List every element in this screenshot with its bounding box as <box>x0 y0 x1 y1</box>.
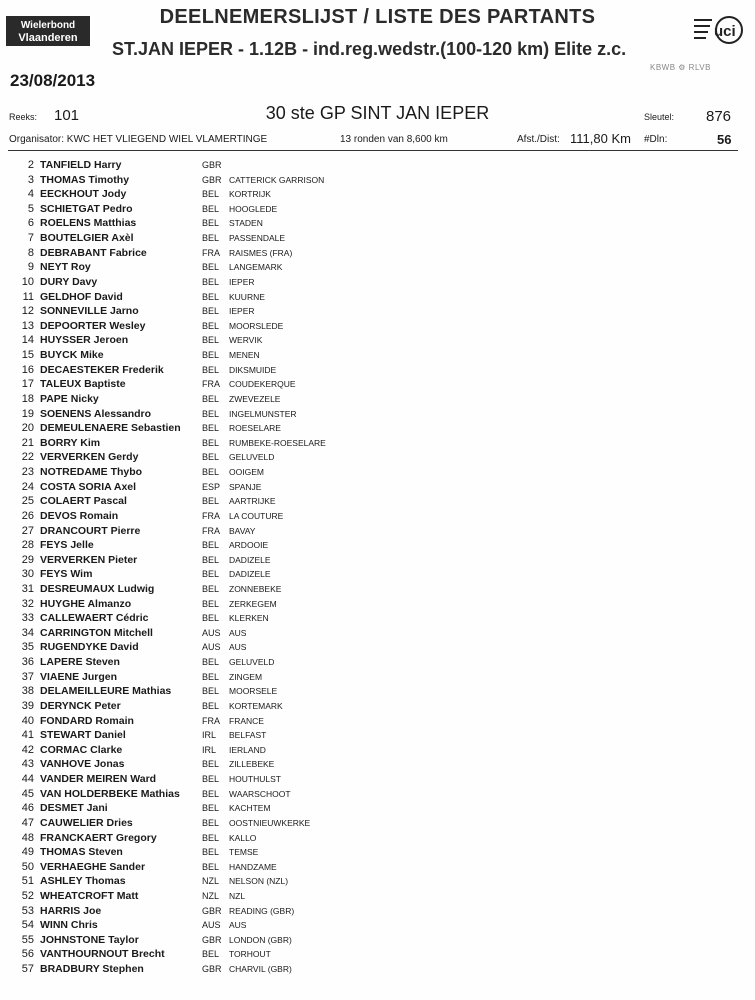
rider-city: DADIZELE <box>229 554 271 565</box>
sleutel-label: Sleutel: <box>644 112 675 122</box>
rider-number: 35 <box>21 641 34 654</box>
rider-nationality: ESP <box>202 481 221 492</box>
rider-number: 33 <box>21 612 34 625</box>
rider-city: BELFAST <box>229 730 267 741</box>
rider-nationality: BEL <box>202 583 220 594</box>
rider-city: MOORSLEDE <box>229 320 284 331</box>
rider-nationality: BEL <box>202 686 220 697</box>
rider-nationality: BEL <box>202 203 220 214</box>
rider-nationality: BEL <box>202 408 220 419</box>
rider-row <box>0 509 755 524</box>
rider-number: 41 <box>21 729 34 742</box>
rider-nationality: BEL <box>202 437 220 448</box>
rider-name: CALLEWAERT Cédric <box>40 612 149 625</box>
rider-city: RAISMES (FRA) <box>229 247 293 258</box>
date: 23/08/2013 <box>10 71 96 90</box>
rider-row <box>0 626 755 641</box>
distance-value: 111,80 Km <box>570 131 631 146</box>
participants-label: #Dln: <box>644 134 668 145</box>
rider-nationality: BEL <box>202 320 220 331</box>
rider-city: GELUVELD <box>229 657 275 668</box>
rider-nationality: BEL <box>202 189 220 200</box>
rider-city: ROESELARE <box>229 423 281 434</box>
rider-name: ROELENS Matthias <box>40 217 137 230</box>
rider-name: BUYCK Mike <box>40 349 104 362</box>
rider-name: VERVERKEN Pieter <box>40 553 138 566</box>
rider-name: PAPE Nicky <box>40 392 99 405</box>
rider-name: EECKHOUT Jody <box>40 188 127 201</box>
rider-city: KORTEMARK <box>229 700 283 711</box>
rider-number: 28 <box>21 539 34 552</box>
rider-nationality: BEL <box>202 613 220 624</box>
rider-number: 57 <box>21 963 34 976</box>
rider-name: SCHIETGAT Pedro <box>40 202 133 215</box>
rider-nationality: AUS <box>202 642 221 653</box>
rider-name: DERYNCK Peter <box>40 699 121 712</box>
rider-row <box>0 801 755 816</box>
rider-city: LANGEMARK <box>229 262 283 273</box>
rider-name: VANDER MEIREN Ward <box>40 773 157 786</box>
rider-name: TALEUX Baptiste <box>40 378 126 391</box>
rider-number: 19 <box>21 407 34 420</box>
rider-number: 9 <box>27 261 34 274</box>
rider-number: 17 <box>21 378 34 391</box>
rider-row <box>0 831 755 846</box>
rider-row <box>0 216 755 231</box>
rider-number: 10 <box>21 275 34 288</box>
rider-number: 15 <box>21 349 34 362</box>
rider-number: 39 <box>21 699 34 712</box>
rider-city: DIKSMUIDE <box>229 364 277 375</box>
rider-number: 29 <box>21 553 34 566</box>
rider-name: DEMEULENAERE Sebastien <box>40 422 181 435</box>
rider-city: ZERKEGEM <box>229 598 277 609</box>
rider-row <box>0 377 755 392</box>
rider-row <box>0 670 755 685</box>
rider-city: FRANCE <box>229 715 264 726</box>
rider-city: AARTRIJKE <box>229 496 276 507</box>
rider-number: 56 <box>21 948 34 961</box>
rider-number: 18 <box>21 392 34 405</box>
rider-nationality: BEL <box>202 671 220 682</box>
rider-row <box>0 655 755 670</box>
rider-name: GELDHOF David <box>40 290 123 303</box>
rider-city: COUDEKERQUE <box>229 379 296 390</box>
rider-city: WAARSCHOOT <box>229 788 291 799</box>
rider-city: AUS <box>229 627 247 638</box>
svg-text:Wielerbond: Wielerbond <box>20 20 76 31</box>
rider-nationality: AUS <box>202 920 221 931</box>
rider-city: LA COUTURE <box>229 510 284 521</box>
rider-city: TORHOUT <box>229 949 271 960</box>
rider-nationality: GBR <box>202 160 222 170</box>
reeks-label: Reeks: <box>9 112 38 122</box>
rider-row <box>0 640 755 655</box>
rider-nationality: FRA <box>202 510 220 521</box>
rider-nationality: NZL <box>202 876 220 887</box>
divider <box>8 150 738 151</box>
rider-city: IEPER <box>229 276 255 287</box>
rider-name: BOUTELGIER Axèl <box>40 232 134 245</box>
rider-city: KORTRIJK <box>229 189 271 200</box>
rider-nationality: FRA <box>202 715 220 726</box>
rider-nationality: BEL <box>202 276 220 287</box>
rider-name: FONDARD Romain <box>40 714 134 727</box>
rider-nationality: BEL <box>202 774 220 785</box>
rider-row <box>0 816 755 831</box>
rider-name: CARRINGTON Mitchell <box>40 626 153 639</box>
rider-row <box>0 553 755 568</box>
rider-row <box>0 918 755 933</box>
rider-name: WHEATCROFT Matt <box>40 890 139 902</box>
rider-number: 11 <box>22 290 34 303</box>
rider-name: DEPOORTER Wesley <box>40 319 146 332</box>
rider-number: 20 <box>21 422 34 435</box>
rider-name: CORMAC Clarke <box>40 743 123 756</box>
rider-name: VANTHOURNOUT Brecht <box>40 948 165 961</box>
rider-nationality: BEL <box>202 335 220 346</box>
rider-city: ZILLEBEKE <box>229 759 275 770</box>
rider-nationality: BEL <box>202 847 220 858</box>
rider-city: IERLAND <box>229 744 266 755</box>
stamp: KBWB ⚙ RLVB <box>650 63 711 72</box>
rider-name: NEYT Roy <box>40 261 91 274</box>
rider-name: SONNEVILLE Jarno <box>40 305 139 318</box>
rider-number: 52 <box>21 890 34 902</box>
rider-row <box>0 597 755 612</box>
rider-row <box>0 728 755 743</box>
rider-row <box>0 202 755 217</box>
rider-number: 54 <box>21 919 34 932</box>
rider-row <box>0 947 755 962</box>
rider-city: HOUTHULST <box>229 774 281 785</box>
race-name: 30 ste GP SINT JAN IEPER <box>265 103 490 123</box>
rider-name: DELAMEILLEURE Mathias <box>40 685 172 698</box>
rider-name: DESMET Jani <box>40 802 108 815</box>
rider-city: ZWEVEZELE <box>229 393 281 404</box>
rider-number: 42 <box>21 743 34 756</box>
rider-name: HUYGHE Almanzo <box>40 597 132 610</box>
rider-city: AUS <box>229 642 247 653</box>
rider-nationality: FRA <box>202 525 220 536</box>
rider-number: 50 <box>21 860 34 873</box>
rider-name: VERHAEGHE Sander <box>40 860 146 873</box>
rider-city: STADEN <box>229 218 263 229</box>
rider-nationality: BEL <box>202 262 220 273</box>
rider-city: WERVIK <box>229 335 263 346</box>
rider-nationality: GBR <box>202 905 222 916</box>
rider-name: JOHNSTONE Taylor <box>40 933 139 946</box>
rider-name: VERVERKEN Gerdy <box>40 451 139 464</box>
rider-nationality: BEL <box>202 218 220 229</box>
rider-city: MENEN <box>229 350 260 361</box>
rider-city: IEPER <box>229 306 255 317</box>
participants-value: 56 <box>717 132 732 147</box>
rider-nationality: BEL <box>202 949 220 960</box>
rider-row <box>0 699 755 714</box>
rider-city: ZONNEBEKE <box>229 583 282 594</box>
rider-city: TEMSE <box>229 847 259 858</box>
rider-name: COSTA SORIA Axel <box>40 480 137 493</box>
rider-city: NELSON (NZL) <box>229 876 289 887</box>
rider-number: 38 <box>21 685 34 698</box>
rider-name: WINN Chris <box>40 919 98 932</box>
rider-row <box>0 450 755 465</box>
organisator: Organisator: KWC HET VLIEGEND WIEL VLAMERTINGE <box>9 134 268 145</box>
rider-row <box>0 845 755 860</box>
rider-nationality: BEL <box>202 393 220 404</box>
rider-name: DRANCOURT Pierre <box>40 524 141 537</box>
rider-row <box>0 494 755 509</box>
rider-nationality: BEL <box>202 496 220 507</box>
rider-row <box>0 363 755 378</box>
rider-nationality: GBR <box>202 934 222 945</box>
rider-row <box>0 392 755 407</box>
rider-city: PASSENDALE <box>229 233 286 244</box>
rider-nationality: BEL <box>202 569 220 580</box>
rider-row <box>0 304 755 319</box>
rider-row <box>0 860 755 875</box>
rider-row <box>0 333 755 348</box>
rider-row <box>0 889 755 904</box>
rider-number: 31 <box>21 582 34 595</box>
rider-number: 27 <box>21 524 34 537</box>
rider-number: 53 <box>21 904 34 917</box>
rider-number: 46 <box>21 802 34 815</box>
rider-number: 12 <box>21 305 34 318</box>
rider-row <box>0 743 755 758</box>
rider-number: 16 <box>21 363 34 376</box>
rider-name: THOMAS Timothy <box>40 173 130 186</box>
uci-logo <box>690 14 750 46</box>
rider-row <box>0 158 755 173</box>
rider-row <box>0 187 755 202</box>
rider-row <box>0 436 755 451</box>
rider-row <box>0 260 755 275</box>
rider-city: AUS <box>229 920 247 931</box>
rider-nationality: BEL <box>202 832 220 843</box>
rider-row <box>0 933 755 948</box>
rider-number: 5 <box>27 202 34 215</box>
rider-name: VANHOVE Jonas <box>40 758 125 771</box>
rider-name: VIAENE Jurgen <box>40 670 118 683</box>
rider-nationality: FRA <box>202 379 220 390</box>
laps: 13 ronden van 8,600 km <box>340 134 448 145</box>
rider-nationality: BEL <box>202 467 220 478</box>
rider-nationality: BEL <box>202 452 220 463</box>
rider-number: 26 <box>21 509 34 522</box>
rider-city: READING (GBR) <box>229 905 295 916</box>
rider-number: 48 <box>21 831 34 844</box>
rider-nationality: FRA <box>202 247 220 258</box>
rider-name: VAN HOLDERBEKE Mathias <box>40 787 180 800</box>
rider-number: 3 <box>27 173 34 186</box>
rider-row <box>0 348 755 363</box>
rider-name: DEBRABANT Fabrice <box>40 246 147 259</box>
rider-nationality: NZL <box>202 891 220 901</box>
rider-number: 25 <box>21 495 34 508</box>
rider-name: LAPERE Steven <box>40 656 120 669</box>
rider-name: BORRY Kim <box>40 436 101 449</box>
race-title: ST.JAN IEPER - 1.12B - ind.reg.wedstr.(100-120 km) Elite z.c. <box>112 39 627 59</box>
rider-number: 51 <box>21 875 34 888</box>
rider-number: 8 <box>27 246 34 259</box>
rider-nationality: BEL <box>202 700 220 711</box>
rider-row <box>0 874 755 889</box>
rider-nationality: BEL <box>202 788 220 799</box>
reeks-value: 101 <box>54 107 80 124</box>
rider-nationality: BEL <box>202 803 220 814</box>
rider-row <box>0 582 755 597</box>
rider-row <box>0 962 755 977</box>
rider-city: LONDON (GBR) <box>229 934 292 945</box>
rider-number: 2 <box>27 159 34 171</box>
rider-city: CATTERICK GARRISON <box>229 174 325 185</box>
rider-number: 23 <box>21 466 34 479</box>
rider-number: 24 <box>21 480 34 493</box>
rider-name: SOENENS Alessandro <box>40 407 152 420</box>
rider-nationality: BEL <box>202 540 220 551</box>
rider-nationality: BEL <box>202 554 220 565</box>
rider-name: DECAESTEKER Frederik <box>40 363 164 376</box>
rider-row <box>0 524 755 539</box>
rider-number: 6 <box>27 217 34 230</box>
rider-city: GELUVELD <box>229 452 275 463</box>
rider-name: HARRIS Joe <box>40 904 102 917</box>
rider-row <box>0 714 755 729</box>
rider-number: 14 <box>21 334 34 347</box>
rider-row <box>0 173 755 188</box>
rider-city: ZINGEM <box>229 671 263 682</box>
rider-row <box>0 480 755 495</box>
svg-text:uci: uci <box>714 23 736 40</box>
rider-number: 4 <box>27 188 34 201</box>
rider-nationality: BEL <box>202 423 220 434</box>
rider-row <box>0 275 755 290</box>
rider-nationality: BEL <box>202 350 220 361</box>
rider-number: 45 <box>21 787 34 800</box>
rider-number: 13 <box>21 319 34 332</box>
rider-nationality: BEL <box>202 291 220 302</box>
rider-city: RUMBEKE-ROESELARE <box>229 437 326 448</box>
rider-nationality: BEL <box>202 861 220 872</box>
rider-number: 36 <box>21 656 34 669</box>
rider-name: DESREUMAUX Ludwig <box>40 582 155 595</box>
rider-name: CAUWELIER Dries <box>40 816 133 829</box>
rider-number: 21 <box>21 436 34 449</box>
rider-name: FRANCKAERT Gregory <box>40 831 157 844</box>
rider-nationality: GBR <box>202 174 222 185</box>
page-title: DEELNEMERSLIJST / LISTE DES PARTANTS <box>159 6 596 28</box>
rider-number: 55 <box>21 933 34 946</box>
rider-name: TANFIELD Harry <box>40 159 122 171</box>
rider-number: 7 <box>27 232 34 245</box>
rider-row <box>0 787 755 802</box>
rider-name: ASHLEY Thomas <box>40 875 126 888</box>
rider-city: KALLO <box>229 832 257 843</box>
rider-number: 40 <box>21 714 34 727</box>
sleutel-value: 876 <box>706 108 732 125</box>
rider-number: 37 <box>21 670 34 683</box>
rider-nationality: AUS <box>202 627 221 638</box>
rider-city: SPANJE <box>229 481 262 492</box>
rider-name: BRADBURY Stephen <box>40 963 144 976</box>
rider-row <box>0 684 755 699</box>
rider-name: NOTREDAME Thybo <box>40 466 143 479</box>
rider-nationality: BEL <box>202 657 220 668</box>
rider-row <box>0 567 755 582</box>
rider-city: INGELMUNSTER <box>229 408 297 419</box>
rider-nationality: BEL <box>202 817 220 828</box>
rider-row <box>0 231 755 246</box>
rider-row <box>0 246 755 261</box>
rider-city: OOIGEM <box>229 467 264 478</box>
rider-number: 30 <box>21 568 34 581</box>
rider-number: 43 <box>21 758 34 771</box>
rider-nationality: BEL <box>202 598 220 609</box>
rider-number: 49 <box>21 846 34 859</box>
rider-number: 44 <box>21 773 34 786</box>
rider-city: KLERKEN <box>229 613 269 624</box>
rider-number: 32 <box>21 597 34 610</box>
rider-city: MOORSELE <box>229 686 278 697</box>
rider-number: 34 <box>21 626 34 639</box>
rider-name: STEWART Daniel <box>40 729 126 742</box>
rider-city: DADIZELE <box>229 569 271 580</box>
rider-row <box>0 772 755 787</box>
rider-name: COLAERT Pascal <box>40 495 127 508</box>
svg-text:Vlaanderen: Vlaanderen <box>18 32 78 44</box>
rider-nationality: GBR <box>202 964 222 975</box>
rider-number: 47 <box>21 816 34 829</box>
rider-row <box>0 611 755 626</box>
rider-city: OOSTNIEUWKERKE <box>229 817 311 828</box>
rider-nationality: BEL <box>202 306 220 317</box>
rider-row <box>0 757 755 772</box>
rider-city: KACHTEM <box>229 803 271 814</box>
rider-city: KUURNE <box>229 291 265 302</box>
rider-row <box>0 407 755 422</box>
rider-name: HUYSSER Jeroen <box>40 334 129 347</box>
rider-name: THOMAS Steven <box>40 846 123 859</box>
rider-row <box>0 319 755 334</box>
rider-city: CHARVIL (GBR) <box>229 964 292 975</box>
rider-name: FEYS Jelle <box>40 539 94 552</box>
rider-city: BAVAY <box>229 525 256 536</box>
rider-nationality: IRL <box>202 744 217 755</box>
rider-number: 22 <box>21 451 34 464</box>
rider-name: DURY Davy <box>40 275 98 288</box>
rider-row <box>0 290 755 305</box>
rider-nationality: BEL <box>202 364 220 375</box>
rider-row <box>0 421 755 436</box>
rider-nationality: IRL <box>202 730 217 741</box>
distance-label: Afst./Dist: <box>517 134 560 145</box>
rider-city: HOOGLEDE <box>229 203 278 214</box>
rider-name: RUGENDYKE David <box>40 641 139 654</box>
rider-city: ARDOOIE <box>229 540 269 551</box>
rider-name: FEYS Wim <box>40 568 93 581</box>
rider-row <box>0 538 755 553</box>
rider-nationality: BEL <box>202 233 220 244</box>
rider-city: HANDZAME <box>229 861 277 872</box>
rider-nationality: BEL <box>202 759 220 770</box>
rider-row <box>0 904 755 919</box>
rider-row <box>0 465 755 480</box>
rider-name: DEVOS Romain <box>40 509 119 522</box>
rider-city: NZL <box>229 891 246 901</box>
